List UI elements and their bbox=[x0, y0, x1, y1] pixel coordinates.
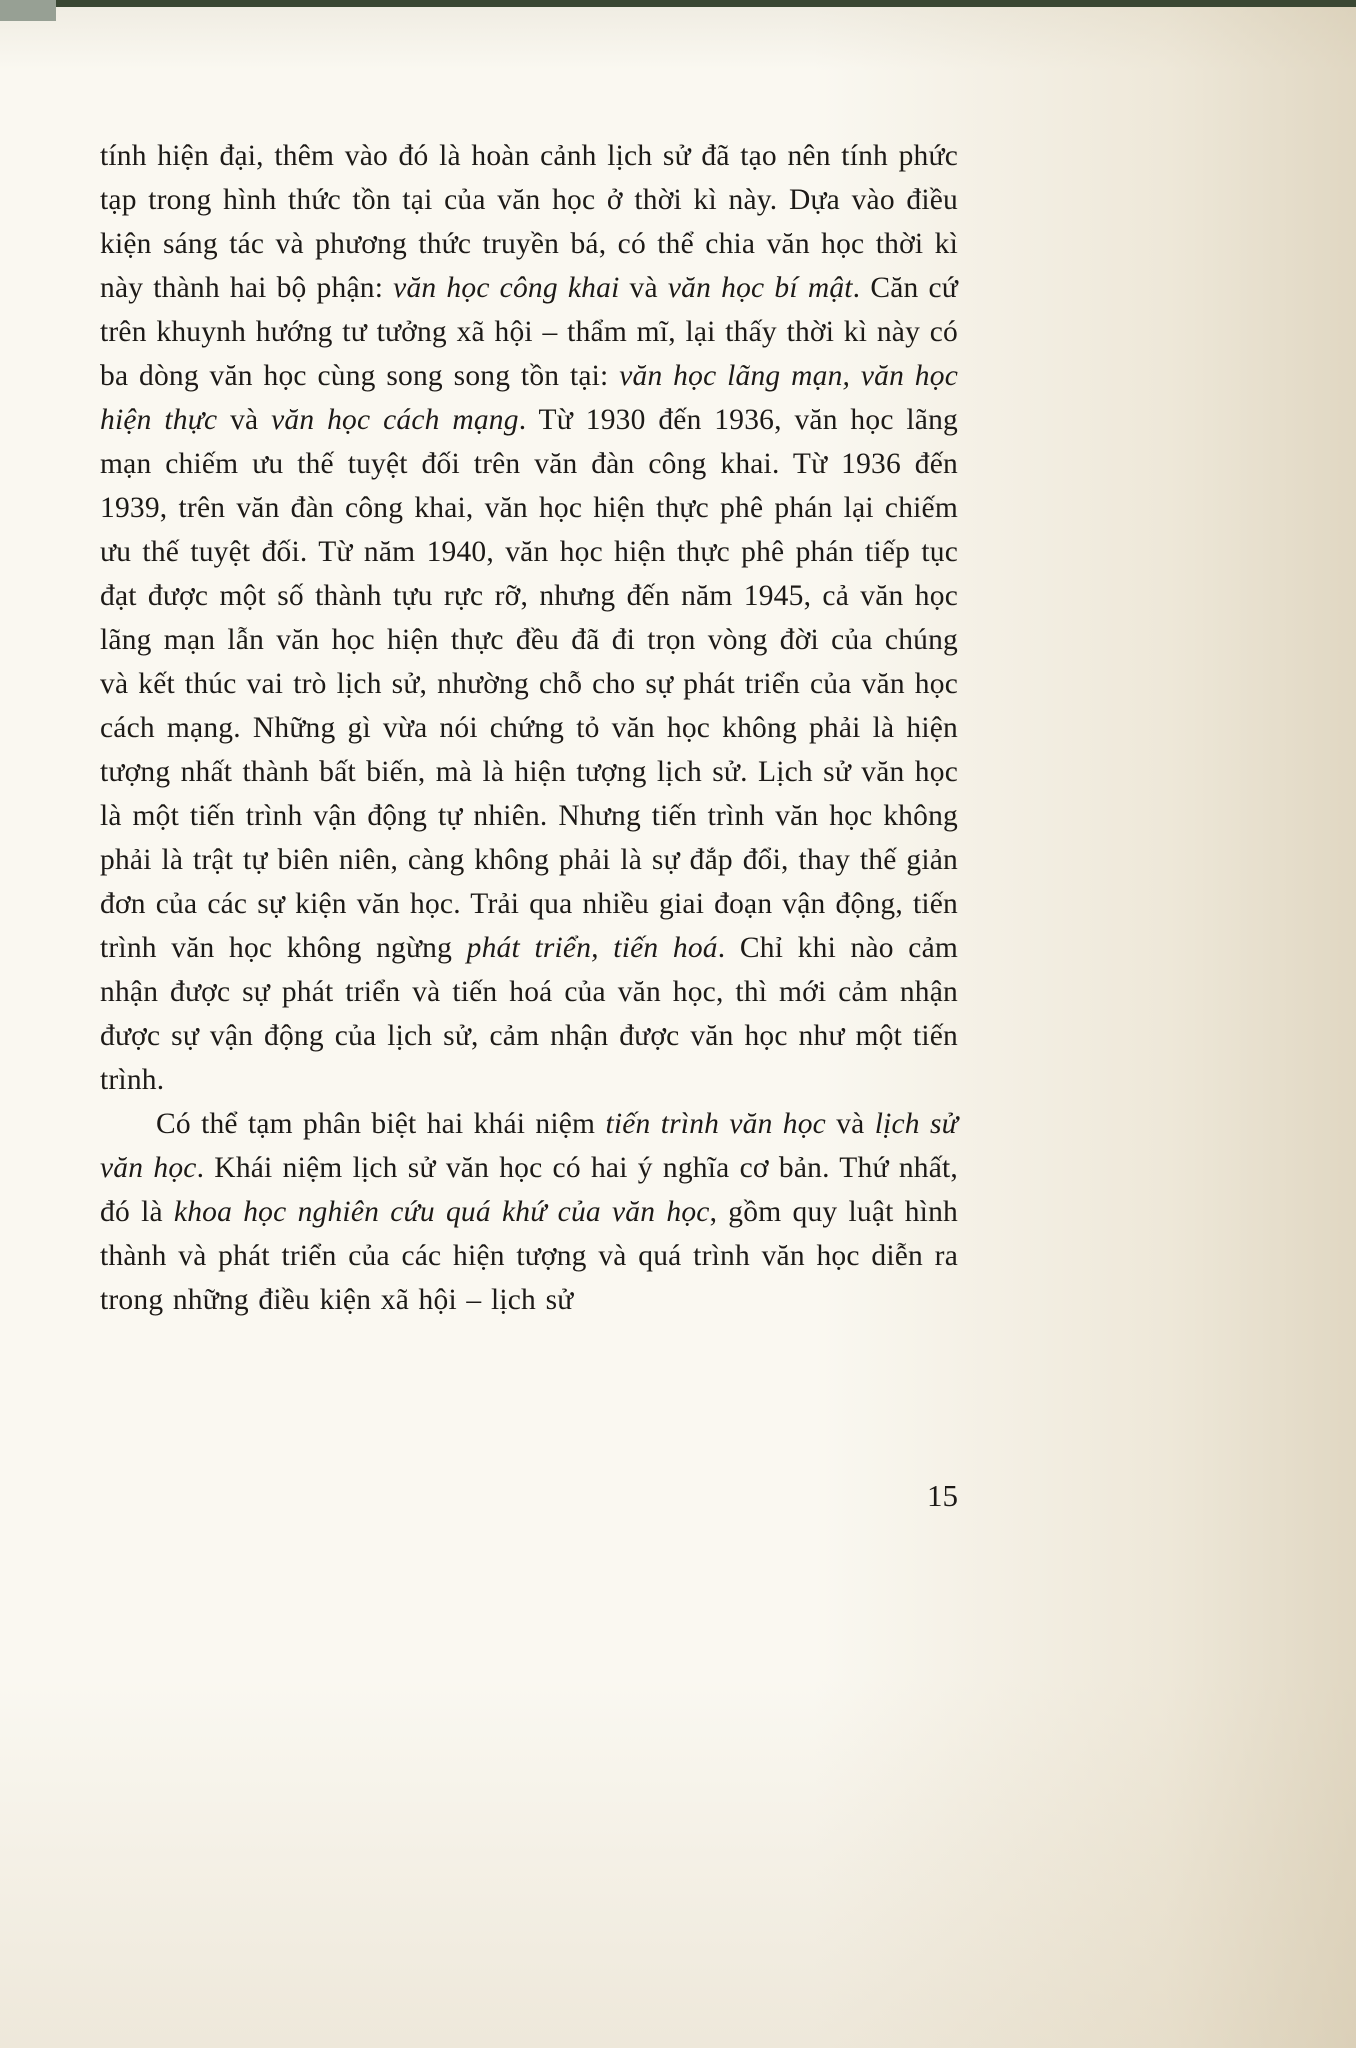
emphasized-text: văn học lãng mạn, văn học hiện thực bbox=[100, 360, 958, 436]
body-text: . Khái niệm lịch sử văn học có hai ý nghĩa cơ bản. Thứ nhất, đó là bbox=[100, 1152, 958, 1228]
paragraph bbox=[100, 134, 958, 1102]
body-text: . Từ 1930 đến 1936, văn học lãng mạn chiếm ưu thế tuyệt đối trên văn đàn công khai. Từ 1936 đến 1939, trên văn đàn công khai, văn học hiện thực phê phán lại chiếm ưu thế tuyệt đối. Từ năm 1940, văn học hiện thực phê phán tiếp tục đạt được một số thành tựu rực rỡ, nhưng đến năm 1945, cả văn học lãng mạn lẫn văn học hiện thực đều đã đi trọn vòng đời của chúng và kết thúc vai trò lịch sử, nhường chỗ cho sự phát triển của văn học cách mạng. Những gì vừa nói chứng tỏ văn học không phải là hiện tượng nhất thành bất biến, mà là hiện tượng lịch sử. Lịch sử văn học là một tiến trình vận động tự nhiên. Nhưng tiến trình văn học không phải là trật tự biên niên, càng không phải là sự đắp đổi, thay thế giản đơn của các sự kiện văn học. Trải qua nhiều giai đoạn vận động, tiến trình văn học không ngừng bbox=[100, 404, 959, 964]
emphasized-text: văn học công khai bbox=[393, 272, 620, 304]
emphasized-text: phát triển, tiến hoá bbox=[466, 932, 718, 964]
paragraph bbox=[100, 1102, 958, 1322]
page-number: 15 bbox=[927, 1478, 958, 1513]
body-text: . Căn cứ trên khuynh hướng tư tưởng xã hội – thẩm mĩ, lại thấy thời kì này có ba dòng văn học cùng song song tồn tại: bbox=[100, 272, 958, 392]
body-text: Có thể tạm phân biệt hai khái niệm bbox=[156, 1108, 606, 1140]
emphasized-text: khoa học nghiên cứu quá khứ của văn học bbox=[173, 1196, 710, 1228]
body-text: , gồm quy luật hình thành và phát triển của các hiện tượng và quá trình văn học diễn ra trong những điều kiện xã hội – lịch sử bbox=[100, 1196, 958, 1316]
body-text: và bbox=[825, 1108, 875, 1140]
body-text: . Chỉ khi nào cảm nhận được sự phát triển và tiến hoá của văn học, thì mới cảm nhận được sự vận động của lịch sử, cảm nhận được văn học như một tiến trình. bbox=[100, 932, 959, 1096]
emphasized-text: văn học cách mạng bbox=[271, 404, 519, 436]
text-block bbox=[100, 134, 958, 1322]
scan-edge-artifact bbox=[0, 0, 1356, 7]
scan-corner-artifact bbox=[0, 0, 56, 21]
body-text: và bbox=[619, 272, 668, 304]
emphasized-text: văn học bí mật bbox=[667, 272, 853, 304]
emphasized-text: tiến trình văn học bbox=[605, 1108, 826, 1140]
body-text: và bbox=[217, 404, 272, 436]
body-text: tính hiện đại, thêm vào đó là hoàn cảnh lịch sử đã tạo nên tính phức tạp trong hình thức tồn tại của văn học ở thời kì này. Dựa vào điều kiện sáng tác và phương thức truyền bá, có thể chia văn học thời kì này thành hai bộ phận: bbox=[100, 140, 958, 304]
emphasized-text: lịch sử văn học bbox=[100, 1108, 958, 1184]
